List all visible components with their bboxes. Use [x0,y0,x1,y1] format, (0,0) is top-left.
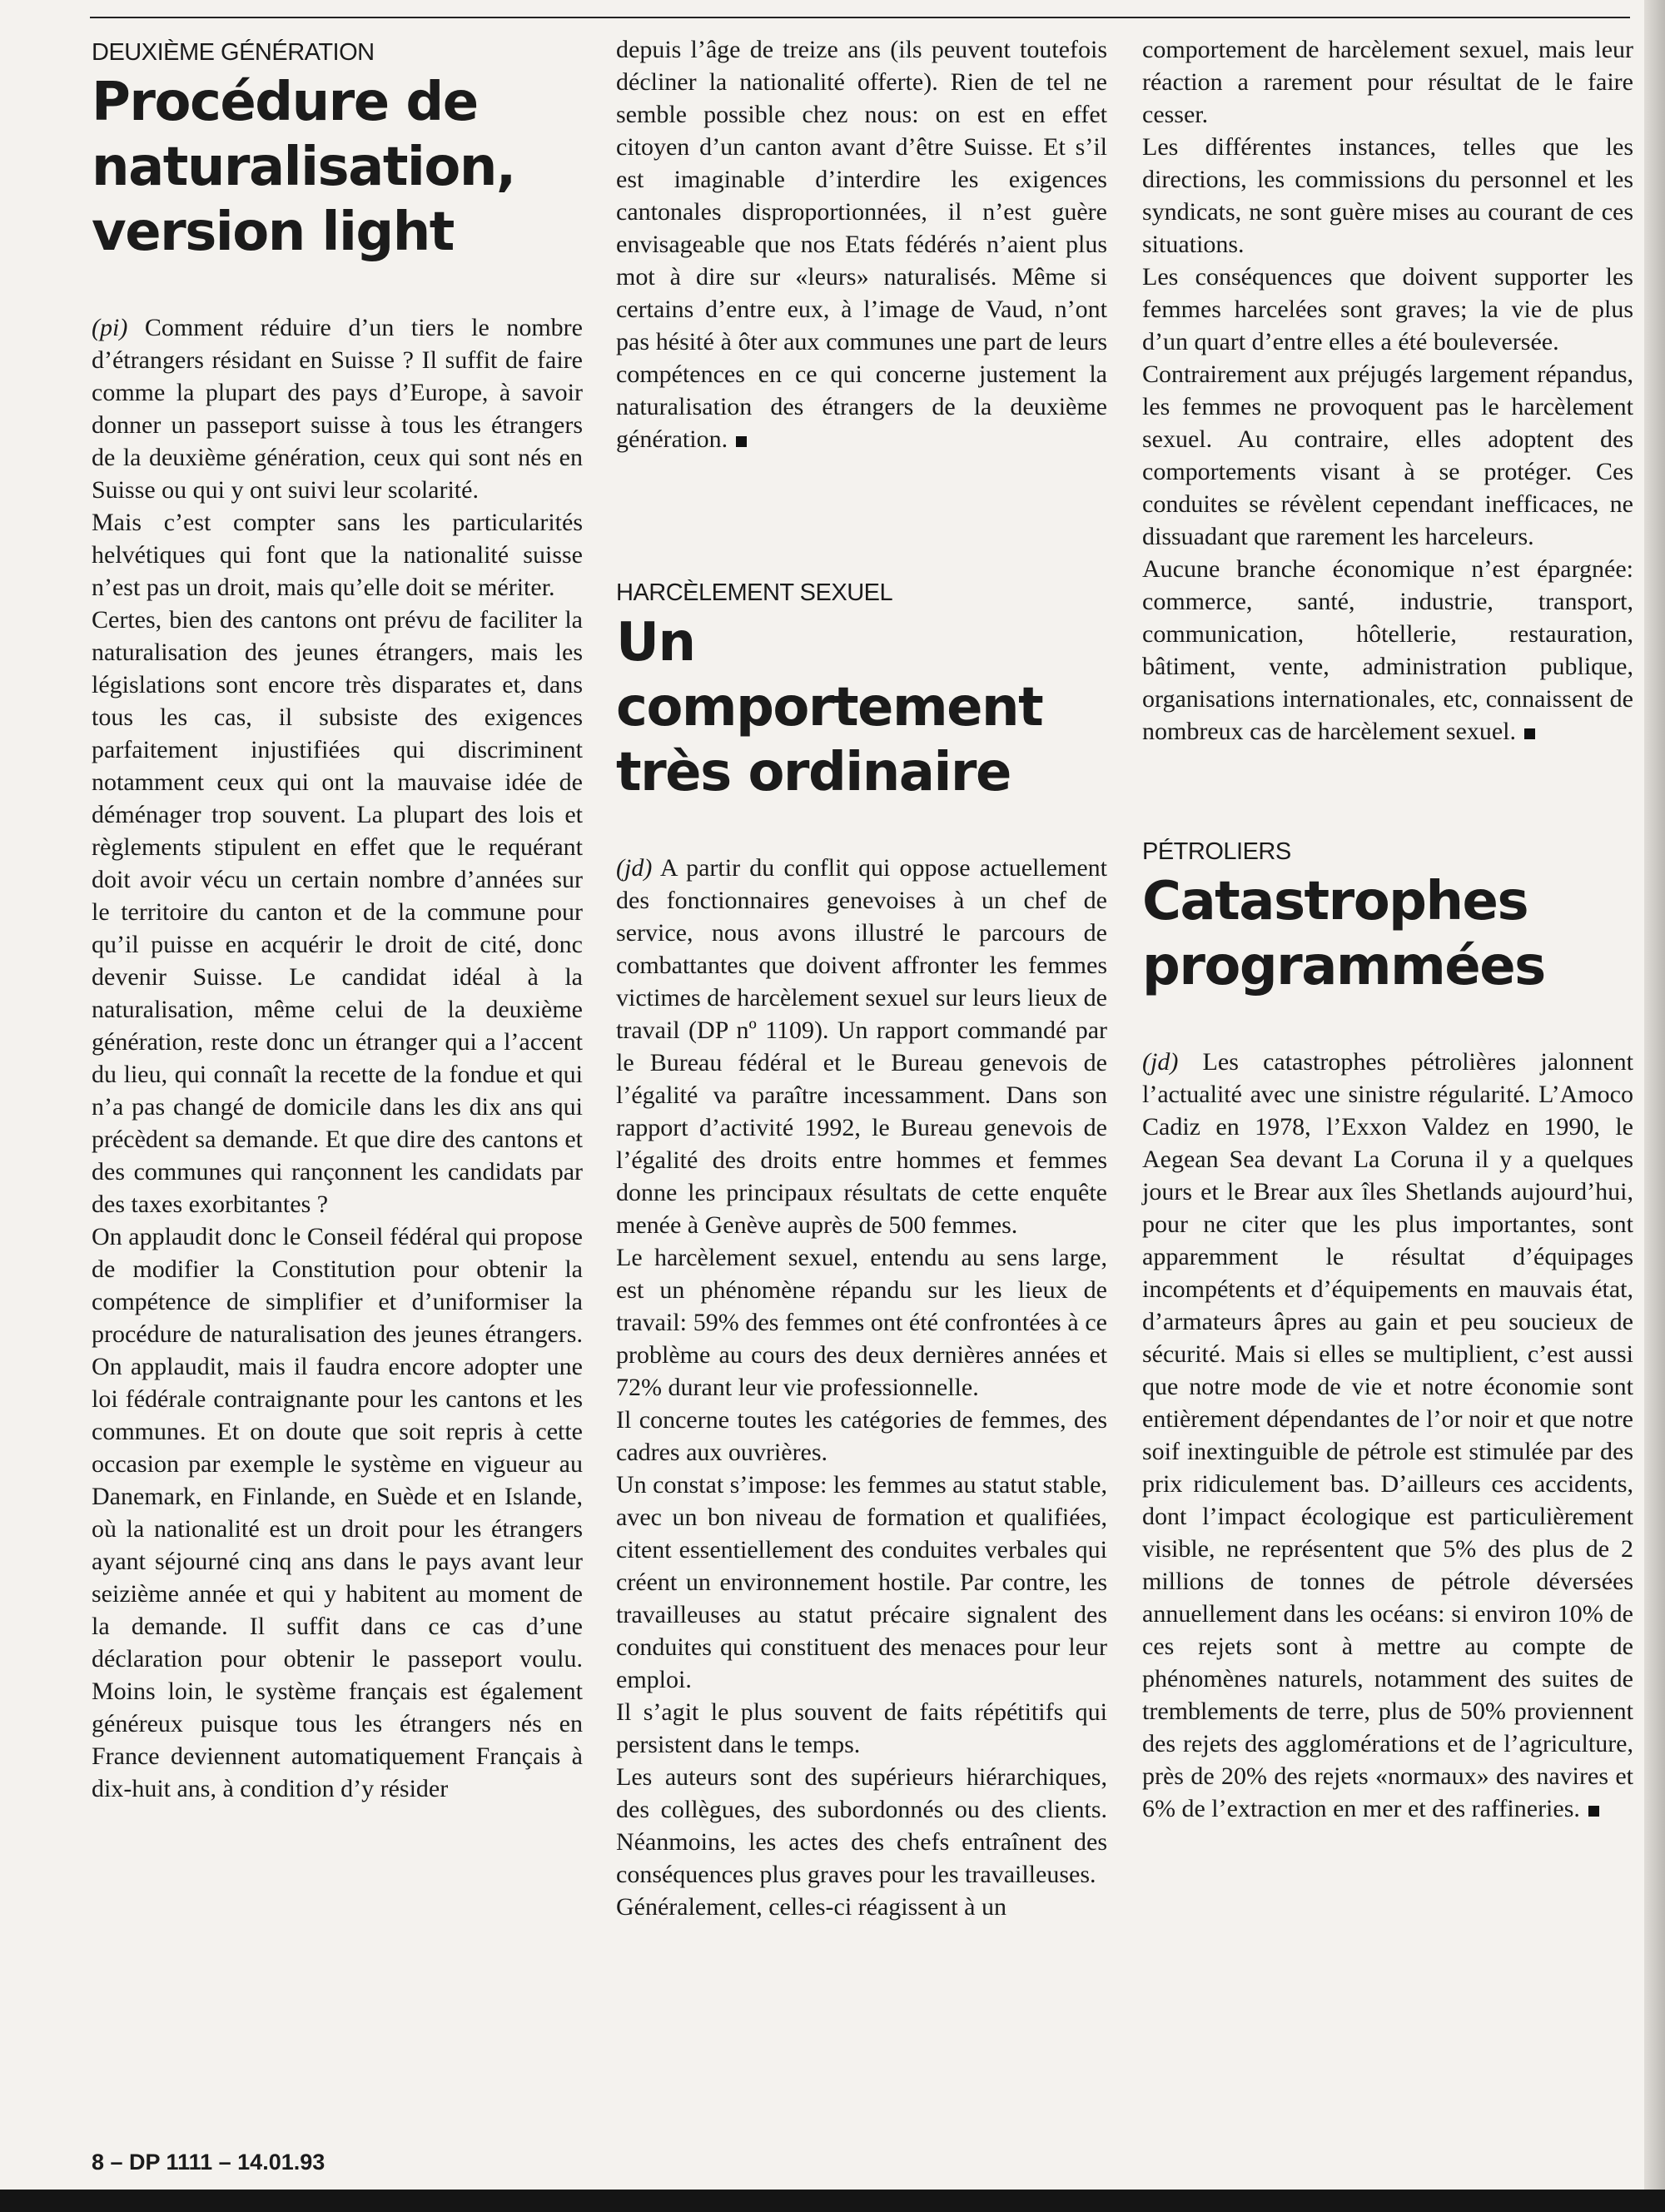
paragraph: Les conséquences que doivent supporter les femmes harcelées sont graves; la vie de plus d’un quart d’entre elles a été bouleversée. [1142,263,1633,355]
byline: (jd) [616,854,653,882]
paragraph [616,33,1107,455]
paragraph: comportement de harcèlement sexuel, mais leur réaction a rarement pour résultat de le faire cesser. [1142,36,1633,128]
paragraph: Mais c’est compter sans les particularités helvétiques qui font que la nationalité suisse n’est pas un droit, mais qu’elle doit se mériter. [92,509,583,602]
top-rule [90,17,1630,18]
paragraph [1142,1046,1633,1825]
paragraph [616,852,1107,1241]
article-kicker: HARCÈLEMENT SEXUEL [616,579,893,606]
page-footer: 8 – DP 1111 – 14.01.93 [92,2150,326,2175]
article-naturalisation [92,40,583,1805]
paragraph-text: Les catastrophes pétrolières jalonnent l’actualité avec une sinistre régularité. L’Amoco Cadiz en 1978, l’Exxon Valdez en 1990, le Aegean Sea devant La Coruna il y a quelques jours et le Brear aux îles Shetlands aujourd’hui, pour ne citer que les plus importantes, sont apparemment le résultat d’équipages incompétents et d’équipements en mauvais état, d’armateurs âpres au gain et peu soucieux de sécurité. Mais si elles se multiplient, c’est aussi que notre mode de vie et notre économie sont entièrement dépendantes de l’or noir et que notre soif inextinguible de pétrole est stimulée par des prix ridiculement bas. D’ailleurs ces accidents, dont l’impact écologique est particulièrement visible, ne représentent que 5% des plus de 2 millions de tonnes de pétrole déversées annuellement dans les océans: si environ 10% de ces rejets sont à mettre au compte de phénomènes naturels, notamment des suites de tremblements de terre, plus de 50% proviennent des rejets des agglomérations et de l’agriculture, près de 20% des rejets «normaux» des navires et 6% de l’extraction en mer et des raffineries. [1142,1048,1633,1823]
article-kicker: PÉTROLIERS [1142,838,1291,865]
paragraph-text: Comment réduire d’un tiers le nombre d’étrangers résidant en Suisse ? Il suffit de faire comme la plupart des pays d’Europe, à savoir donner un passeport suisse à tous les étrangers de la deuxième génération, ceux qui sont nés en Suisse ou qui y ont suivi leur scolarité. [92,314,583,505]
paragraph: Les auteurs sont des supérieurs hiérarchiques, des collègues, des subordonnés ou des clients. Néanmoins, les actes des chefs entraînent des conséquences plus graves pour les travailleuses. [616,1763,1107,1889]
article-body [1142,1046,1633,1825]
article-title: Procédure de naturalisation, version light [92,71,515,264]
article-body [92,311,583,1805]
paragraph: Il s’agit le plus souvent de faits répétitifs qui persistent dans le temps. [616,1698,1107,1759]
byline: (jd) [1142,1048,1179,1076]
end-mark [1588,1806,1599,1817]
article-harcelement [616,580,1107,1923]
paragraph: Un constat s’impose: les femmes au statut stable, avec un bon niveau de formation et qualifiées, citent essentiellement des conduites verbales qui créent un environnement hostile. Par contre, les travailleuses au statut précaire signalent des conduites qui constituent des menaces pour leur emploi. [616,1471,1107,1694]
paragraph: Le harcèlement sexuel, entendu au sens large, est un phénomène répandu sur les lieux de travail: 59% des femmes ont été confrontées à ce problème au cours des deux dernières années et 72% durant leur vie professionnelle. [616,1244,1107,1402]
article-petroliers [1142,839,1633,1825]
end-mark [1524,728,1535,739]
article-harcelement-continued [1142,33,1633,748]
paragraph: Contrairement aux préjugés largement répandus, les femmes ne provoquent pas le harcèlement sexuel. Au contraire, elles adoptent des comportements visant à se protéger. Ces conduites se révèlent cependant inefficaces, ne dissuadant que rarement les harceleurs. [1142,360,1633,550]
column-2 [616,33,1107,1983]
column-3 [1142,33,1633,1885]
article-title: Catastrophes programmées [1142,870,1545,997]
byline: (pi) [92,314,128,342]
bottom-scan-band [0,2190,1665,2212]
paragraph [92,311,583,506]
article-title: Un comportement très ordinaire [616,611,1043,804]
article-kicker: DEUXIÈME GÉNÉRATION [92,39,375,66]
paragraph: Généralement, celles-ci réagissent à un [616,1893,1006,1921]
paragraph-text: A partir du conflit qui oppose actuellement des fonctionnaires genevoises à un chef de service, nous avons illustré le parcours de combattantes que doivent affronter les femmes victimes de harcèlement sexuel sur leurs lieux de travail (DP nº 1109). Un rapport commandé par le Bureau fédéral et le Bureau genevois de l’égalité va paraître incessamment. Dans son rapport d’activité 1992, le Bureau genevois de l’égalité des droits entre hommes et femmes donne les principaux résultats de cette enquête menée à Genève auprès de 500 femmes. [616,854,1107,1240]
column-1 [92,33,583,1865]
paragraph: Il concerne toutes les catégories de femmes, des cadres aux ouvrières. [616,1406,1107,1467]
article-naturalisation-continued [616,33,1107,455]
article-body [616,852,1107,1923]
paragraph: Certes, bien des cantons ont prévu de faciliter la naturalisation des jeunes étrangers, mais les législations sont encore très disparates et, dans tous les cas, il subsiste des exigences parfaitement injustifiées qui discriminent notamment ceux qui ont la mauvaise idée de déménager trop souvent. La plupart des lois et règlements stipulent en effet que le requérant doit avoir vécu un certain nombre d’années sur le territoire du canton et de la commune pour qu’il puisse en acquérir le droit de cité, donc devenir Suisse. Le candidat idéal à la naturalisation, même celui de la deuxième génération, reste donc un étranger qui a l’accent du lieu, qui connaît la recette de la fondue et qui n’a pas changé de domicile dans les dix ans qui précèdent sa demande. Et que dire des cantons et des communes qui rançonnent les candidats par des taxes exorbitantes ? [92,606,583,1219]
paragraph [1142,553,1633,748]
paragraph-text: Aucune branche économique n’est épargnée: commerce, santé, industrie, transport, communication, hôtellerie, restauration, bâtiment, vente, administration publique, organisations internationales, etc, connaissent de nombreux cas de harcèlement sexuel. [1142,555,1633,745]
paragraph-text: depuis l’âge de treize ans (ils peuvent toutefois décliner la nationalité offerte). Rien de tel ne semble possible chez nous: on est en effet citoyen d’un canton avant d’être Suisse. Et s’il est imaginable d’interdire les exigences cantonales disproportionnées, il n’est guère envisageable que nos Etats fédérés n’aient plus mot à dire sur «leurs» naturalisés. Même si certains d’entre eux, à l’image de Vaud, n’ont pas hésité à ôter aux communes une part de leurs compétences en ce qui concerne justement la naturalisation des étrangers de la deuxième génération. [616,36,1107,453]
paragraph: On applaudit donc le Conseil fédéral qui propose de modifier la Constitution pour obtenir la compétence de simplifier et d’uniformiser la procédure de naturalisation des jeunes étrangers. On applaudit, mais il faudra encore adopter une loi fédérale contraignante pour les cantons et les communes. Et on doute que soit repris à cette occasion par exemple le système en vigueur au Danemark, en Finlande, en Suède et en Islande, où la nationalité est un droit pour les étrangers ayant séjourné cinq ans dans le pays avant leur seizième année et qui y habitent au moment de la demande. Il suffit dans ce cas d’une déclaration pour obtenir le passeport voulu. Moins loin, le système français est également généreux puisque tous les étrangers nés en France deviennent automatiquement Français à dix-huit ans, à condition d’y résider [92,1223,583,1803]
page-edge-shadow [1644,0,1665,2212]
end-mark [736,436,747,447]
paragraph: Les différentes instances, telles que les directions, les commissions du personnel et les syndicats, ne sont guère mises au courant de ces situations. [1142,133,1633,258]
